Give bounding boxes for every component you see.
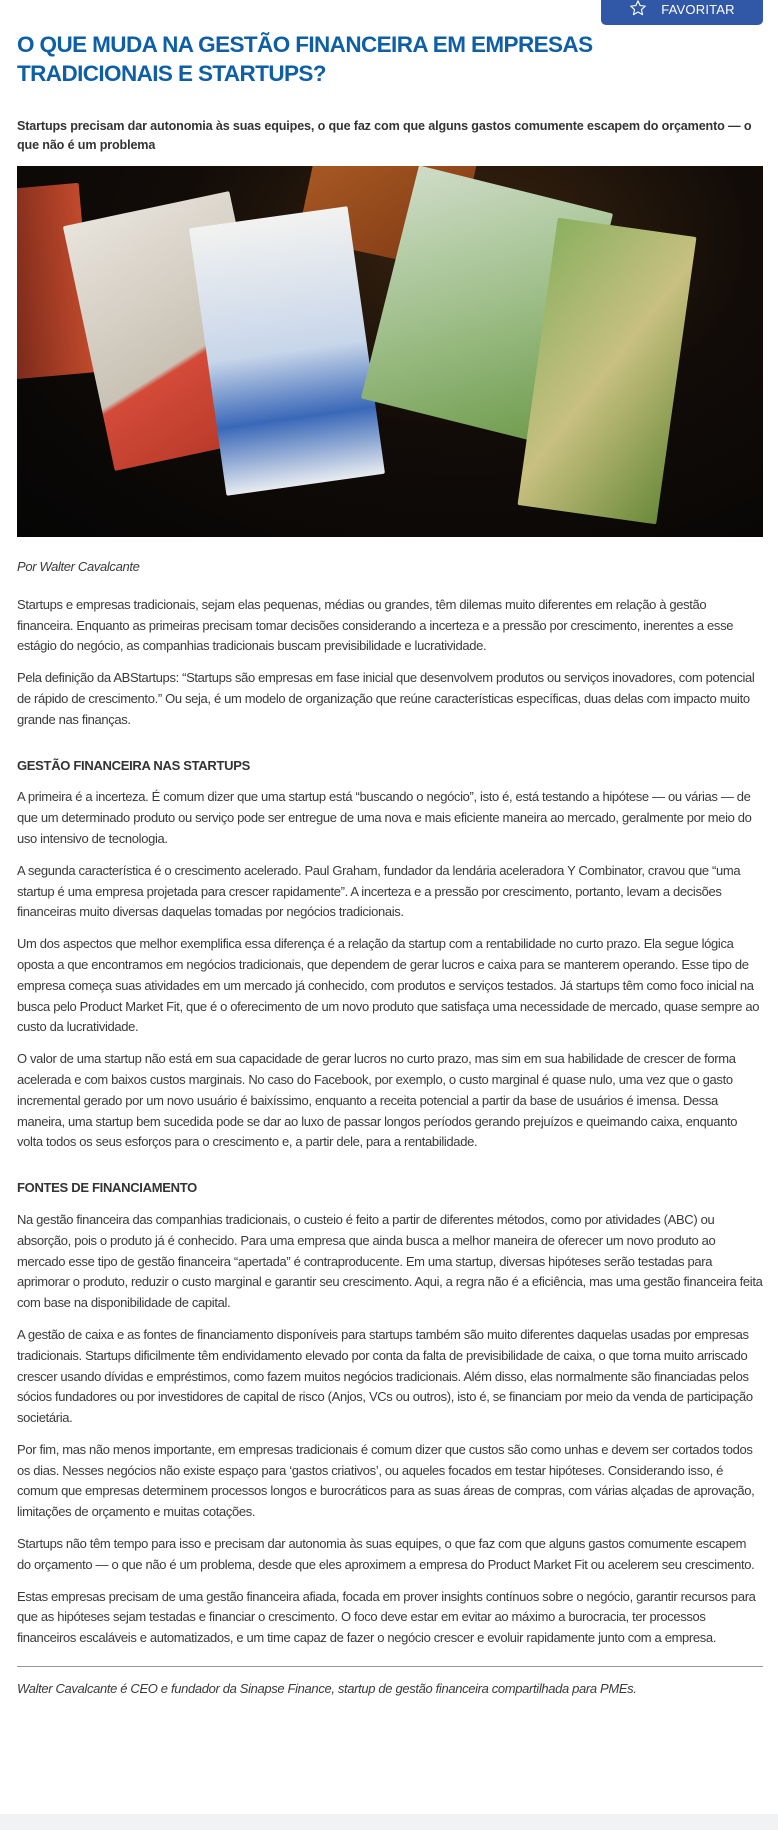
article-subtitle: Startups precisam dar autonomia às suas equipes, o que faz com que alguns gastos comumente escapem do orçamento — o que não é um problema — [17, 119, 752, 152]
article-body — [17, 557, 763, 1711]
page-title: O QUE MUDA NA GESTÃO FINANCEIRA EM EMPRESAS TRADICIONAIS E STARTUPS? — [17, 32, 593, 86]
paragraph: A segunda característica é o crescimento acelerado. Paul Graham, fundador da lendária aceleradora Y Combinator, cravou que “uma startup é uma empresa projetada para crescer rapidamente”. A incerteza e a pressão por crescimento, portanto, levam a decisões financeiras muito diversas daquelas tomadas por negócios tradicionais. — [17, 862, 741, 920]
paragraph: Startups não têm tempo para isso e precisam dar autonomia às suas equipes, o que faz com que alguns gastos comumente escapem do orçamento — o que não é um problema, desde que eles aproximem a empresa do Product Market Fit ou acelerem seu crescimento. — [17, 1536, 755, 1572]
paragraph: Startups e empresas tradicionais, sejam elas pequenas, médias ou grandes, têm dilemas muito diferentes em relação à gestão financeira. Enquanto as primeiras precisam tomar decisões considerando a incerteza e a pressão por crescimento, inerentes a esse estágio do negócio, as companhias tradicionais buscam previsibilidade e lucratividade. — [17, 596, 734, 654]
star-outline-icon — [629, 0, 647, 20]
paragraph: Por fim, mas não menos importante, em empresas tradicionais é comum dizer que custos são como unhas e devem ser cortados todos os dias. Nesses negócios não existe espaço para ‘gastos criativos’, ou aqueles focados em testar hipóteses. Considerando isso, é comum que empresas determinem processos longos e burocráticos para as suas áreas de compras, com várias alçadas de aprovação, limitações de orçamento e muitas cotações. — [17, 1441, 755, 1520]
section-heading: FONTES DE FINANCIAMENTO — [17, 1180, 197, 1196]
author-note: Walter Cavalcante é CEO e fundador da Sinapse Finance, startup de gestão financeira compartilhada para PMEs. — [17, 1681, 637, 1697]
paragraph: A gestão de caixa e as fontes de financiamento disponíveis para startups também são muito diferentes daquelas usadas por empresas tradicionais. Startups dificilmente têm endividamento elevado por conta da falta de previsibilidade de caixa, o que torna muito arriscado crescer usando dívidas e empréstimos, como fazem muitos negócios tradicionais. Além disso, elas normalmente são financiadas pelos sócios fundadores ou por investidores de capital de risco (Anjos, VCs ou outros), isto é, se financiam por meio da venda de participação societária. — [17, 1326, 753, 1426]
divider — [17, 1666, 763, 1667]
hero-image-banknotes — [17, 166, 763, 537]
page-footer-bar — [0, 1814, 778, 1830]
paragraph: A primeira é a incerteza. É comum dizer que uma startup está “buscando o negócio”, isto é, está testando a hipótese — ou várias — de que um determinado produto ou serviço pode ser entregue de uma nova e mais eficiente maneira ao mercado, geralmente por meio do uso intensivo de tecnologia. — [17, 789, 752, 846]
byline: Por Walter Cavalcante — [17, 559, 140, 574]
favorite-button[interactable] — [601, 0, 763, 25]
favorite-label: FAVORITAR — [661, 2, 735, 17]
section-heading: GESTÃO FINANCEIRA NAS STARTUPS — [17, 757, 250, 773]
paragraph: Um dos aspectos que melhor exemplifica essa diferença é a relação da startup com a rentabilidade no curto prazo. Ela segue lógica oposta a que encontramos em negócios tradicionais, que dependem de gerar lucros e caixa para se manterem operando. Esse tipo de empresa começa suas atividades em um mercado já conhecido, com produtos e serviços testados. Já startups têm como foco inicial na busca pelo Product Market Fit, que é o oferecimento de um novo produto que satisfaça uma necessidade de mercado, quase sempre ao custo da lucratividade. — [17, 936, 760, 1035]
paragraph: O valor de uma startup não está em sua capacidade de gerar lucros no curto prazo, mas sim em sua habilidade de crescer de forma acelerada e com baixos custos marginais. No caso do Facebook, por exemplo, o custo marginal é quase nulo, uma vez que o gasto incremental gerado por um novo usuário é baixíssimo, enquanto a receita potencial a partir da base de usuários é imensa. Dessa maneira, uma startup bem sucedida pode se dar ao luxo de passar longos períodos gerando prejuízos e queimando caixa, enquanto volta todos os seus esforços para o crescimento e, a partir dele, para a rentabilidade. — [17, 1051, 738, 1150]
paragraph: Na gestão financeira das companhias tradicionais, o custeio é feito a partir de diferentes métodos, como por atividades (ABC) ou absorção, pois o produto já é conhecido. Para uma empresa que ainda busca a melhor maneira de oferecer um novo produto ao mercado esse tipo de gestão financeira “apertada” é contraproducente. Em uma startup, diversas hipóteses serão testadas para aprimorar o produto, reduzir o custo marginal e garantir seu crescimento. Aqui, a regra não é a eficiência, mas uma gestão financeira feita com base na disponibilidade de capital. — [17, 1211, 763, 1311]
paragraph: Pela definição da ABStartups: “Startups são empresas em fase inicial que desenvolvem produtos ou serviços inovadores, com potencial de rápido de crescimento.” Ou seja, é um modelo de organização que reúne características específicas, duas delas com impacto muito grande nas finanças. — [17, 670, 755, 727]
paragraph: Estas empresas precisam de uma gestão financeira afiada, focada em prover insights contínuos sobre o negócio, garantir recursos para que as hipóteses sejam testadas e financiar o crescimento. O foco deve estar em evitar ao máximo a burocracia, ter processos financeiros escaláveis e automatizados, e um time capaz de fazer o negócio crescer e evoluir rapidamente junto com a empresa. — [17, 1588, 756, 1646]
